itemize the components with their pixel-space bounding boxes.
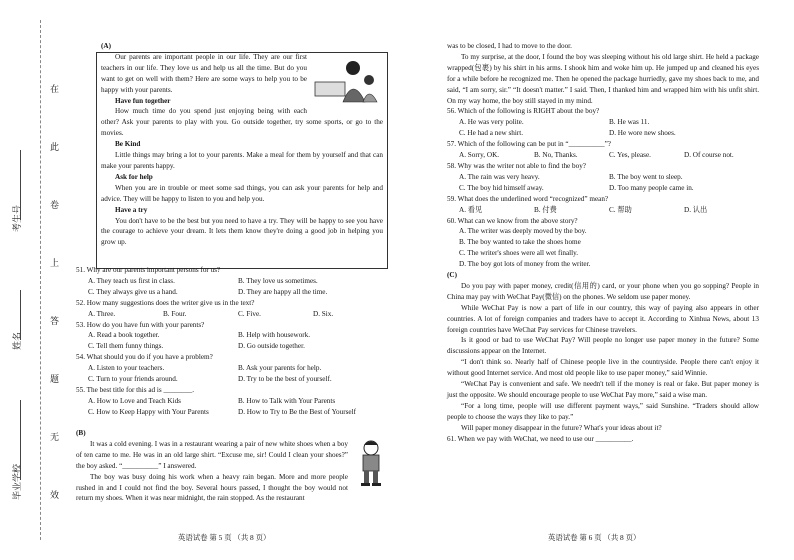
- q51-option-a[interactable]: A. They teach us first in class.: [88, 276, 175, 285]
- passage-a-heading-4: Have a try: [115, 205, 148, 214]
- q53-option-a[interactable]: A. Read a book together.: [88, 331, 160, 340]
- passage-a-title: (A): [101, 42, 111, 50]
- q60-option-b[interactable]: B. The boy wanted to take the shoes home: [459, 238, 581, 247]
- passage-c-para-4: “I don't think so. Nearly half of Chinese people live in the countryside. People there can't enjoy it without good Internet service. And most old people like to use paper money,” said Winnie.: [447, 358, 759, 378]
- q60-option-c[interactable]: C. The writer's shoes were all wet finally.: [459, 249, 579, 258]
- q54-stem: 54. What should you do if you have a problem?: [76, 353, 213, 362]
- q53-option-b[interactable]: B. Help with housework.: [238, 331, 311, 340]
- passage-a-para-2: Little things may bring a lot to your parents. Make a meal for them by yourself and that can make your parents happy.: [101, 151, 383, 170]
- passage-b-para-1: It was a cold evening. I was in a restaurant wearing a pair of new white shoes when a boy of ten came to me. He was in an old large shirt. “Excuse me, sir! Could I clean your shoes?” the boy asked. “__________” I answered.: [76, 439, 348, 470]
- passage-b-para-2: The boy was busy doing his work when a heavy rain began. More and more people rushed in and I could not find the boy. Several hours passed, I thought the boy would not return my shoes. When it was near midnight, the rain stopped. As the restaurant: [76, 472, 348, 503]
- name-field[interactable]: [20, 290, 21, 340]
- passage-b-cont-2: To my surprise, at the door, I found the boy was sleeping without his old large shirt. He held a package wrapped(包裹) by his shirt in his arms. I shook him and woke him up. He jumped up and cleaned his eyes for a while before he recognized me. Then he opened the package hurriedly, gave my shoes back to me, and said, “I am sorry, sir.” “It doesn't matter.” I said. Then, I thanked him and wrapped him with his unfit shirt. On my way home, the boy still stayed in my mind.: [447, 52, 759, 105]
- q56-option-c[interactable]: C. He had a new shirt.: [459, 129, 524, 138]
- passage-a-intro: Our parents are important people in our life. They are our first teachers in our life. They love us and help us all the time. But do you want to get on well with them? Here are some ways to help you to be happy with your parents.: [101, 52, 307, 94]
- seal-char: 在: [50, 84, 60, 94]
- passage-a: [101, 41, 383, 248]
- q58-option-b[interactable]: B. The boy went to sleep.: [609, 172, 683, 181]
- q61-stem: 61. When we pay with WeChat, we need to use our __________.: [447, 434, 634, 443]
- q55-option-a[interactable]: A. How to Love and Teach Kids: [88, 396, 181, 405]
- q60-option-a[interactable]: A. The writer was deeply moved by the boy.: [459, 227, 587, 236]
- q51-option-c[interactable]: C. They always give us a hand.: [88, 287, 178, 296]
- student-number-field[interactable]: [20, 150, 21, 220]
- passage-c-title: (C): [447, 271, 457, 280]
- q59-option-b[interactable]: B. 付费: [534, 205, 557, 214]
- q53-stem: 53. How do you have fun with your parents?: [76, 320, 205, 329]
- q59-option-c[interactable]: C. 帮助: [609, 205, 632, 214]
- q55-option-b[interactable]: B. How to Talk with Your Parents: [238, 396, 336, 405]
- q51-stem: 51. Why are our parents important persons for us?: [76, 266, 221, 274]
- seal-char: 卷: [50, 200, 60, 210]
- passage-c-para-5: “WeChat Pay is convenient and safe. We needn't tell if the money is real or fake. But paper money is just the opposite. We should encourage people to use WeChat Pay more,” said a wise man.: [447, 380, 759, 399]
- passage-c-para-1: Do you pay with paper money, credit(信用的) card, or your phone when you go sopping? People in China may pay with WeChat Pay(微信) on the phones. We seldom use paper money.: [447, 281, 759, 301]
- q51-option-b[interactable]: B. They love us sometimes.: [238, 276, 318, 285]
- q55-stem: 55. The best title for this ad is ________.: [76, 385, 195, 394]
- q59-option-a[interactable]: A. 看见: [459, 205, 483, 214]
- seal-char: 题: [50, 374, 60, 384]
- q58-option-a[interactable]: A. The rain was very heavy.: [459, 172, 540, 181]
- seal-char: 无: [50, 432, 60, 442]
- passage-c-para-3: Is it good or bad to use WeChat Pay? Will people no longer use paper money in the future? Some discussions appear on the Internet.: [447, 336, 759, 356]
- seal-char: 答: [50, 316, 60, 326]
- q55-option-c[interactable]: C. How to Keep Happy with Your Parents: [88, 407, 209, 416]
- q57-option-d[interactable]: D. Of course not.: [684, 151, 734, 160]
- q58-option-c[interactable]: C. The boy hid himself away.: [459, 183, 544, 192]
- passage-c-para-7: Will paper money disappear in the future? What's your ideas about it?: [461, 423, 662, 432]
- q56-option-b[interactable]: B. He was 11.: [609, 118, 650, 127]
- q51-option-d[interactable]: D. They are happy all the time.: [238, 287, 328, 296]
- q60-option-d[interactable]: D. The boy got lots of money from the writer.: [459, 260, 591, 269]
- passage-a-para-3: When you are in trouble or meet some sad things, you can ask your parents for help and advice. They will be happy to listen to you and help you.: [101, 183, 383, 203]
- q55-option-d[interactable]: D. How to Try to Be the Best of Yourself: [238, 407, 357, 416]
- q57-stem: 57. Which of the following can be put in “__________”?: [447, 140, 611, 149]
- q57-option-a[interactable]: A. Sorry, OK.: [459, 151, 500, 160]
- q56-stem: 56. Which of the following is RIGHT about the boy?: [447, 107, 600, 116]
- passage-b-title: (B): [76, 429, 86, 437]
- q52-stem: 52. How many suggestions does the writer give us in the text?: [76, 298, 255, 307]
- q59-stem: 59. What does the underlined word “recognized” mean?: [447, 194, 609, 203]
- label-school: 毕业学校: [12, 463, 22, 500]
- passage-c-para-2: While WeChat Pay is now a part of life in our country, this way of paying also appears in other countries. A lot of foreign companies and traders have to accept it. According to Xinhua News, about 13 foreign countries have WeChat Pay services for Chinese travelers.: [447, 303, 759, 334]
- passage-b-continued: [447, 41, 759, 445]
- q59-option-d[interactable]: D. 认出: [684, 205, 708, 214]
- q60-stem: 60. What can we know from the above story?: [447, 216, 578, 225]
- passage-a-para-4: You don't have to be the best but you need to have a try. They will be happy to see you have the courage to achieve your dream. It lets them know they're doing a good job in helping you grow up.: [101, 216, 383, 247]
- seal-char: 上: [50, 258, 60, 268]
- q57-option-b[interactable]: B. No, Thanks.: [534, 151, 578, 160]
- q54-option-c[interactable]: C. Turn to your friends around.: [88, 375, 178, 384]
- passage-b-cont-1: was to be closed, I had to move to the door.: [447, 42, 572, 50]
- questions-51-55: [76, 265, 388, 418]
- school-field[interactable]: [20, 400, 21, 480]
- passage-a-heading-2: Be Kind: [115, 140, 141, 149]
- q54-option-b[interactable]: B. Ask your parents for help.: [238, 364, 322, 373]
- passage-a-heading-3: Ask for help: [115, 172, 153, 181]
- q56-option-a[interactable]: A. He was very polite.: [459, 118, 524, 127]
- page-footer-right: 英语试卷 第 6 页 （共 8 页）: [548, 533, 641, 542]
- label-student-number: 考生号: [12, 204, 22, 232]
- passage-b: [76, 428, 388, 504]
- q52-option-d[interactable]: D. Six.: [313, 309, 334, 318]
- q57-option-c[interactable]: C. Yes, please.: [609, 151, 651, 160]
- q56-option-d[interactable]: D. He wore new shoes.: [609, 129, 676, 138]
- q53-option-d[interactable]: D. Go outside together.: [238, 342, 305, 351]
- q53-option-c[interactable]: C. Tell them funny things.: [88, 342, 164, 351]
- boy-illustration: [354, 439, 388, 487]
- binding-line: [40, 20, 41, 540]
- q52-option-b[interactable]: B. Four.: [163, 309, 187, 318]
- passage-a-heading-1: Have fun together: [115, 96, 171, 105]
- passage-a-para-1: How much time do you spend just enjoying being with each other? Ask your parents to play with you. Go outside together, try some sports, or go to the movies.: [101, 107, 383, 138]
- q54-option-d[interactable]: D. Try to be the best of yourself.: [238, 375, 332, 384]
- q58-option-d[interactable]: D. Too many people came in.: [609, 183, 694, 192]
- q58-stem: 58. Why was the writer not able to find the boy?: [447, 161, 586, 170]
- seal-char: 此: [50, 142, 60, 152]
- page-footer-left: 英语试卷 第 5 页 （共 8 页）: [178, 533, 271, 542]
- passage-c-para-6: “For a long time, people will use different payment ways,” said Sunshine. “Traders should allow people to choose the ways they like to pay.”: [447, 401, 759, 421]
- seal-char: 效: [50, 490, 60, 500]
- q52-option-c[interactable]: C. Five.: [238, 309, 261, 318]
- parents-illustration: [313, 54, 383, 106]
- label-name: 姓名: [12, 331, 22, 350]
- q54-option-a[interactable]: A. Listen to your teachers.: [88, 364, 165, 373]
- q52-option-a[interactable]: A. Three.: [88, 309, 116, 318]
